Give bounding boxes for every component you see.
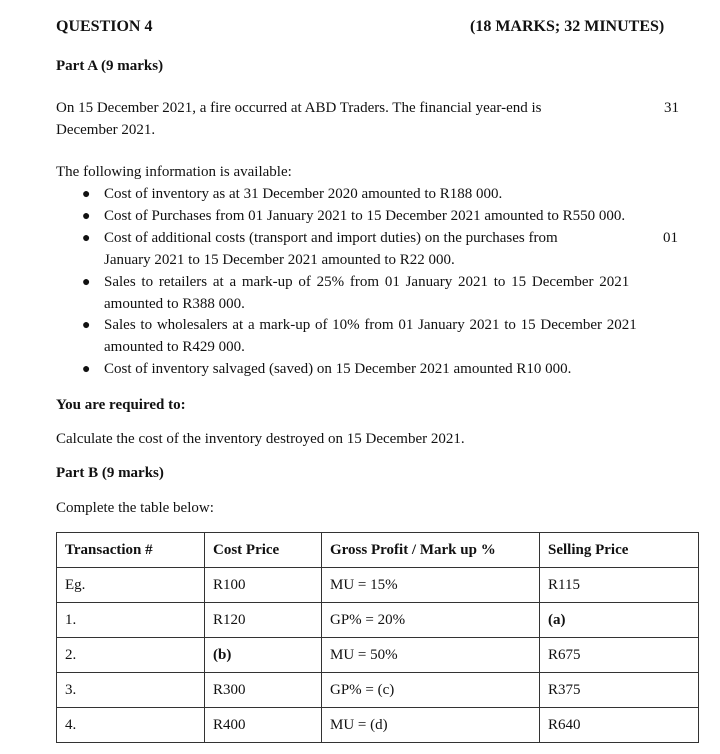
intro-line-1: On 15 December 2021, a fire occurred at ABD Traders. The financial year-end is [56, 100, 542, 116]
transaction-table [56, 532, 699, 743]
table-header-cell: Selling Price [540, 533, 699, 568]
bullet-text: Cost of Purchases from 01 January 2021 to 15 December 2021 amounted to R550 000. [104, 208, 626, 224]
bullet-text: Cost of inventory salvaged (saved) on 15 December 2021 amounted R10 000. [104, 361, 572, 377]
table-cell: MU = 15% [322, 568, 540, 603]
question-number: QUESTION 4 [56, 18, 153, 35]
table-cell: R400 [205, 708, 322, 743]
table-cell: Eg. [57, 568, 205, 603]
table-cell: 4. [57, 708, 205, 743]
part-b-title: Part B (9 marks) [56, 465, 164, 481]
bullet-marker: ● [82, 318, 91, 333]
table-cell-blank-b: (b) [205, 638, 322, 673]
bullet-marker: ● [82, 187, 91, 202]
table-cell: MU = 50% [322, 638, 540, 673]
table-cell: R120 [205, 603, 322, 638]
table-cell: R640 [540, 708, 699, 743]
table-row [57, 568, 699, 603]
bullet-text: January 2021 to 15 December 2021 amounted to R22 000. [104, 252, 455, 268]
table-row [57, 708, 699, 743]
required-text: Calculate the cost of the inventory destroyed on 15 December 2021. [56, 431, 465, 447]
table-header-row [57, 533, 699, 568]
question-marks: (18 MARKS; 32 MINUTES) [470, 18, 665, 35]
bullet-marker: ● [82, 231, 91, 246]
table-row [57, 603, 699, 638]
intro-line-1-right: 31 [664, 100, 679, 116]
table-header-cell: Gross Profit / Mark up % [322, 533, 540, 568]
bullet-marker: ● [82, 362, 91, 377]
table-cell-blank-c: GP% = (c) [322, 673, 540, 708]
table-cell-blank-a: (a) [540, 603, 699, 638]
table-cell: R375 [540, 673, 699, 708]
part-a-title: Part A (9 marks) [56, 58, 164, 74]
table-cell: R675 [540, 638, 699, 673]
table-cell: GP% = 20% [322, 603, 540, 638]
bullet-text-right: 01 [663, 230, 678, 246]
bullet-marker: ● [82, 275, 91, 290]
info-heading: The following information is available: [56, 164, 292, 180]
table-header-cell: Cost Price [205, 533, 322, 568]
table-cell: R100 [205, 568, 322, 603]
table-row [57, 638, 699, 673]
bullet-marker: ● [82, 209, 91, 224]
bullet-text: Cost of additional costs (transport and import duties) on the purchases from [104, 230, 558, 246]
table-cell: R115 [540, 568, 699, 603]
part-b-instruction: Complete the table below: [56, 500, 214, 516]
table-cell: R300 [205, 673, 322, 708]
intro-line-2: December 2021. [56, 122, 156, 138]
table-cell: 2. [57, 638, 205, 673]
table-cell-blank-d: MU = (d) [322, 708, 540, 743]
bullet-text: amounted to R388 000. [104, 296, 245, 312]
table-cell: 3. [57, 673, 205, 708]
table-row [57, 673, 699, 708]
bullet-text: Cost of inventory as at 31 December 2020 amounted to R188 000. [104, 186, 503, 202]
table-cell: 1. [57, 603, 205, 638]
table-header-cell: Transaction # [57, 533, 205, 568]
required-heading: You are required to: [56, 397, 186, 413]
bullet-text: amounted to R429 000. [104, 339, 245, 355]
bullet-text: Sales to retailers at a mark-up of 25% from 01 January 2021 to 15 December 2021 [104, 274, 630, 290]
bullet-text: Sales to wholesalers at a mark-up of 10% from 01 January 2021 to 15 December 2021 [104, 317, 637, 333]
